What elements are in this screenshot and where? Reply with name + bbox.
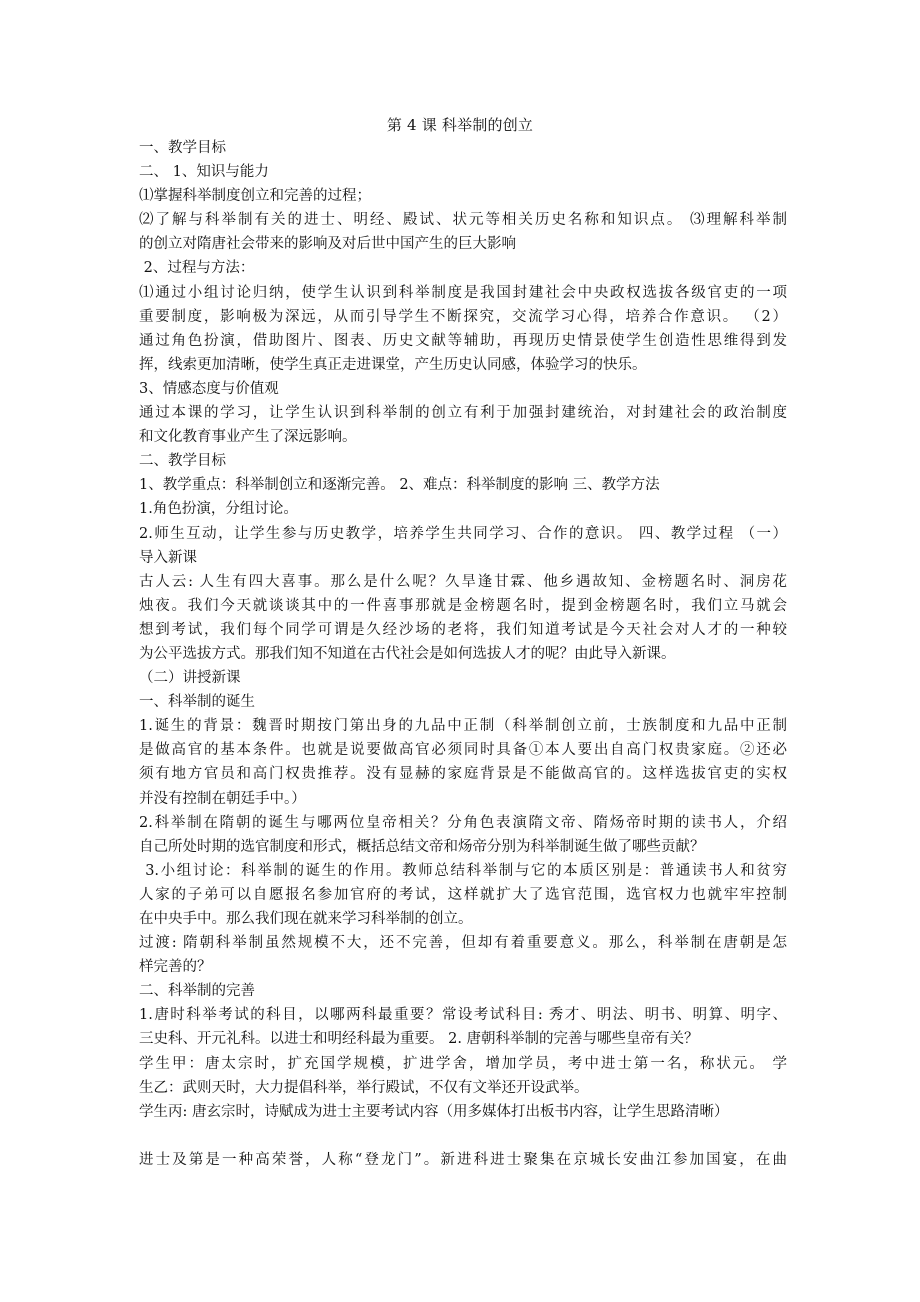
text-line: 通过角色扮演，借助图片、图表、历史文献等辅助，再现历史情景使学生创造性思维得到发 [139,332,787,349]
subheading-process: 2、过程与方法： [139,260,255,277]
subheading-new-lesson: （二）讲授新课 [139,670,241,687]
text-line: 自己所处时期的选官制度和形式，概括总结文帝和炀帝分别为科举制诞生做了哪些贡献？ [139,838,705,855]
text-line: 1.唐时科举考试的科目，以哪两科最重要？常设考试科目: 秀才、明法、明书、明算、明字、 [139,1007,787,1024]
text-line: 在中央手中。那么我们现在就来学习科举制的创立。 [139,911,473,927]
text-line: 通过本课的学习，让学生认识到科举制的创立有利于加强封建统治，对封建社会的政治制度 [139,405,787,422]
text-line: 想到考试，我们每个同学可谓是久经沙场的老将，我们知道考试是今天社会对人才的一种较 [139,621,787,638]
text-line: 学生丙: 唐玄宗时，诗赋成为进士主要考试内容（用多媒体打出板书内容，让学生思路清晰） [139,1103,729,1120]
text-line: 的创立对隋唐社会带来的影响及对后世中国产生的巨大影响 [139,236,516,253]
document-body [139,136,787,1172]
text-line: 样完善的？ [139,959,212,976]
text-line: 须有地方官员和高门权贵推荐。没有显赫的家庭背景是不能做高官的。这样选拔官吏的实权 [139,766,787,783]
text-line: 古人云: 人生有四大喜事。那么是什么呢？久旱逢甘霖、他乡遇故知、金榜题名时、洞房花 [139,573,787,590]
text-line: 1.诞生的背景：魏晋时期按门第出身的九品中正制（科举制创立前，士族制度和九品中正制 [139,718,787,735]
text-line: 学生甲：唐太宗时，扩充国学规模，扩进学舍，增加学员，考中进士第一名，称状元。 学 [139,1055,787,1072]
subheading-knowledge: 二、 1、知识与能力 [139,164,269,181]
text-line: 2.科举制在隋朝的诞生与哪两位皇帝相关？分角色表演隋文帝、隋炀帝时期的读书人，介绍 [139,814,787,831]
text-line: ⑵了解与科举制有关的进士、明经、殿试、状元等相关历史名称和知识点。 ⑶理解科举制 [139,212,787,229]
text-line: 重要制度，影响极为深远，从而引导学生不断探究，交流学习心得，培养合作意识。 （2） [139,308,787,325]
page-title: 第 4 课 科举制的创立 [386,116,534,134]
text-line: 挥，线索更加清晰，使学生真正走进课堂，产生历史认同感，体验学习的快乐。 [139,356,647,373]
blank-line [139,1124,787,1148]
heading-perfection: 二、科举制的完善 [139,983,255,1000]
text-line: 和文化教育事业产生了深远影响。 [139,429,357,446]
text-line: 2.师生互动，让学生参与历史教学，培养学生共同学习、合作的意识。 四、教学过程 （一） [139,525,787,542]
text-line: 进士及第是一种高荣誉，人称“登龙门”。新进科进士聚集在京城长安曲江参加国宴，在曲 [139,1151,787,1168]
subheading-attitude: 3、情感态度与价值观 [139,380,279,397]
heading-teaching-goals-2: 二、教学目标 [139,453,226,470]
text-line: 人家的子弟可以自愿报名参加官府的考试，这样就扩大了选官范围，选官权力也就牢牢控制 [139,886,787,903]
heading-birth: 一、科举制的诞生 [139,694,255,711]
text-line: ⑴掌握科举制度创立和完善的过程； [139,188,371,205]
text-line: 导入新课 [139,549,197,566]
text-line: 烛夜。我们今天就谈谈其中的一件喜事那就是金榜题名时，提到金榜题名时，我们立马就会 [139,597,787,614]
text-line: 3.小组讨论：科举制的诞生的作用。教师总结科举制与它的本质区别是：普通读书人和贫穷 [139,862,787,879]
text-line: 过渡: 隋朝科举制虽然规模不大，还不完善，但却有着重要意义。那么，科举制在唐朝是怎 [139,935,787,952]
text-line: 是做高官的基本条件。也就是说要做高官必须同时具备①本人要出自高门权贵家庭。②还必 [139,742,787,759]
text-line: 并没有控制在朝廷手中。） [139,790,306,807]
text-line: 为公平选拔方式。那我们知不知道在古代社会是如何选拔人才的呢？由此导入新课。 [139,645,676,662]
text-line: 1、教学重点：科举制创立和逐渐完善。 2、难点：科举制度的影响 三、教学方法 [139,477,660,494]
text-line: 生乙：武则天时，大力提倡科举，举行殿试，不仅有文举还开设武举。 [139,1079,589,1096]
text-line: ⑴通过小组讨论归纳，使学生认识到科举制度是我国封建社会中央政权选拔各级官吏的一项 [139,284,787,301]
heading-teaching-goals: 一、教学目标 [139,140,226,156]
text-line: 1.角色扮演，分组讨论。 [139,501,298,518]
text-line: 三史科、开元礼科。以进士和明经科最为重要。 2. 唐朝科举制的完善与哪些皇帝有关？ [139,1031,699,1048]
